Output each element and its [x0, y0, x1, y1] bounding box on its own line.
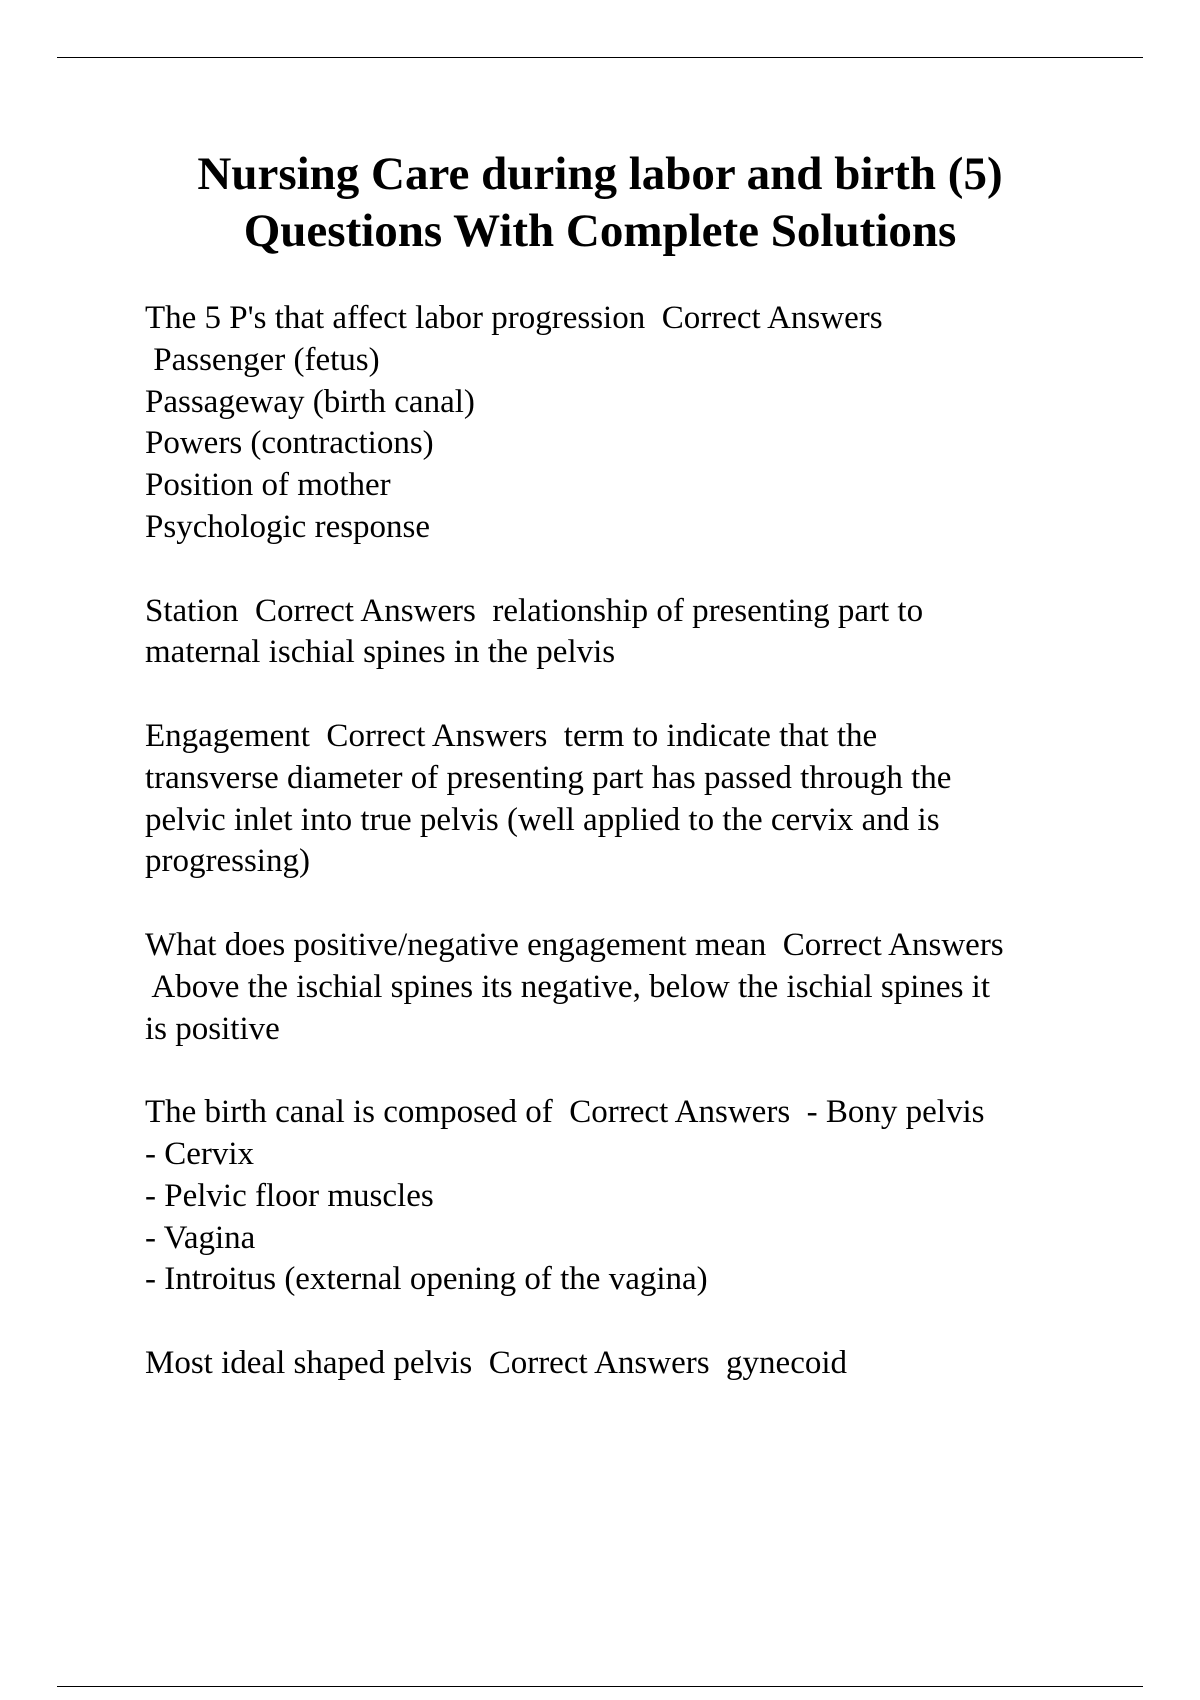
qa-line: Passenger (fetus) [145, 341, 380, 378]
qa-line: - Vagina [145, 1219, 256, 1256]
bottom-rule [57, 1686, 1143, 1687]
qa-item [145, 716, 1105, 883]
qa-line: What does positive/negative engagement mean Correct Answers [145, 926, 1004, 963]
qa-line: - Pelvic floor muscles [145, 1177, 434, 1214]
qa-line: pelvic inlet into true pelvis (well applied to the cervix and is [145, 801, 940, 838]
qa-item [145, 591, 1105, 675]
qa-line: transverse diameter of presenting part has passed through the [145, 759, 952, 796]
qa-line: Engagement Correct Answers term to indicate that the [145, 717, 878, 754]
top-rule [57, 57, 1143, 58]
qa-item [145, 298, 1105, 549]
qa-line: Most ideal shaped pelvis Correct Answers gynecoid [145, 1344, 848, 1381]
qa-item [145, 1343, 1105, 1385]
qa-line: - Cervix [145, 1135, 255, 1172]
qa-line: - Introitus (external opening of the vagina) [145, 1261, 708, 1298]
qa-list [145, 298, 1105, 1427]
qa-line: Psychologic response [145, 508, 431, 545]
title-line-2: Questions With Complete Solutions [243, 205, 957, 257]
qa-line: progressing) [145, 843, 310, 880]
qa-line: The 5 P's that affect labor progression Correct Answers [145, 300, 883, 336]
qa-line: is positive [145, 1010, 280, 1047]
qa-item [145, 925, 1105, 1050]
page-title [0, 146, 1200, 260]
qa-line: Above the ischial spines its negative, below the ischial spines it [145, 968, 991, 1005]
qa-line: Station Correct Answers relationship of presenting part to [145, 592, 924, 629]
qa-line: Position of mother [145, 467, 391, 504]
qa-item [145, 1092, 1105, 1301]
title-line-1: Nursing Care during labor and birth (5) [197, 148, 1003, 200]
qa-line: Passageway (birth canal) [145, 383, 475, 420]
qa-line: The birth canal is composed of Correct Answers - Bony pelvis [145, 1094, 985, 1131]
qa-line: Powers (contractions) [145, 425, 434, 462]
qa-line: maternal ischial spines in the pelvis [145, 634, 616, 671]
